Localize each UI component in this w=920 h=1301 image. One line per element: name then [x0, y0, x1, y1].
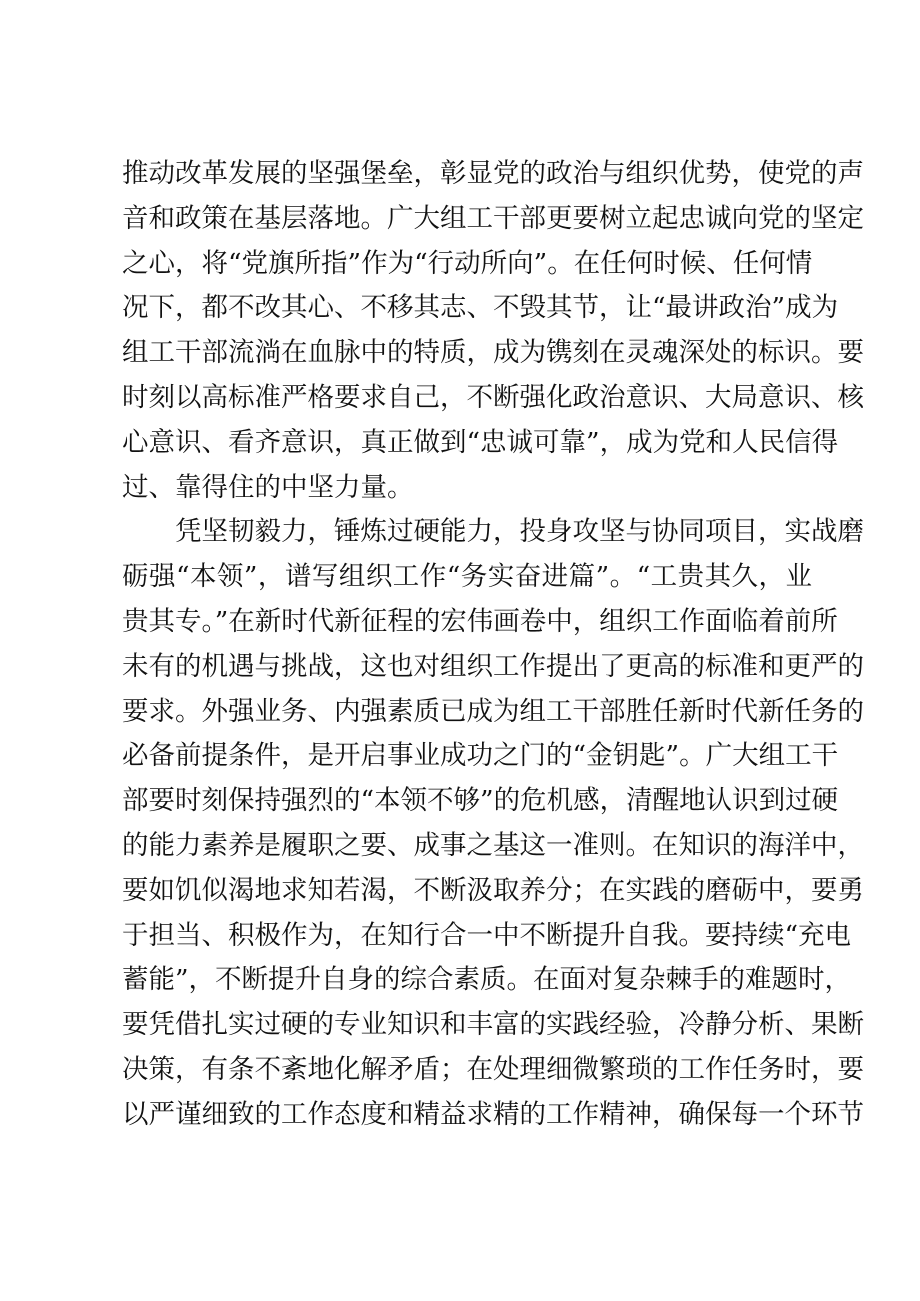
text-line: 要求。外强业务、内强素质已成为组工干部胜任新时代新任务的: [122, 695, 864, 727]
paragraph-start-line: 凭坚韧毅力，锤炼过硬能力，投身攻坚与协同项目，实战磨: [175, 516, 864, 548]
text-line: 砺强“本领”，谱写组织工作“务实奋进篇”。“工贵其久，业: [122, 561, 812, 593]
text-line: 心意识、看齐意识，真正做到“忠诚可靠”，成为党和人民信得: [122, 426, 839, 458]
text-line: 于担当、积极作为，在知行合一中不断提升自我。要持续“充电: [122, 919, 852, 951]
text-line: 音和政策在基层落地。广大组工干部更要树立起忠诚向党的坚定: [122, 202, 864, 234]
text-line: 以严谨细致的工作态度和精益求精的工作精神，确保每一个环节: [122, 1098, 864, 1130]
text-line: 组工干部流淌在血脉中的特质，成为镌刻在灵魂深处的标识。要: [122, 337, 864, 369]
text-line: 要如饥似渴地求知若渴，不断汲取养分；在实践的磨砺中，要勇: [122, 874, 864, 906]
text-line: 要凭借扎实过硬的专业知识和丰富的实践经验，冷静分析、果断: [122, 1009, 864, 1041]
text-line: 必备前提条件，是开启事业成功之门的“金钥匙”。广大组工干: [122, 740, 839, 772]
text-line: 蓄能”，不断提升自身的综合素质。在面对复杂棘手的难题时，: [122, 964, 852, 996]
text-line: 贵其专。”在新时代新征程的宏伟画卷中，组织工作面临着前所: [122, 605, 838, 637]
text-line: 决策，有条不紊地化解矛盾；在处理细微繁琐的工作任务时，要: [122, 1053, 864, 1085]
text-line: 之心，将“党旗所指”作为“行动所向”。在任何时候、任何情: [122, 247, 813, 279]
text-line: 时刻以高标准严格要求自己，不断强化政治意识、大局意识、核: [122, 381, 864, 413]
text-line: 推动改革发展的坚强堡垒，彰显党的政治与组织优势，使党的声: [122, 158, 864, 189]
text-line: 部要时刻保持强烈的“本领不够”的危机感，清醒地认识到过硬: [122, 785, 839, 817]
text-line: 况下，都不改其心、不移其志、不毁其节，让“最讲政治”成为: [122, 292, 839, 324]
body-text: [122, 152, 864, 1138]
text-line: 的能力素养是履职之要、成事之基这一准则。在知识的海洋中，: [122, 829, 864, 861]
text-line: 过、靠得住的中坚力量。: [122, 471, 414, 503]
text-line: 未有的机遇与挑战，这也对组织工作提出了更高的标准和更严的: [122, 650, 864, 682]
